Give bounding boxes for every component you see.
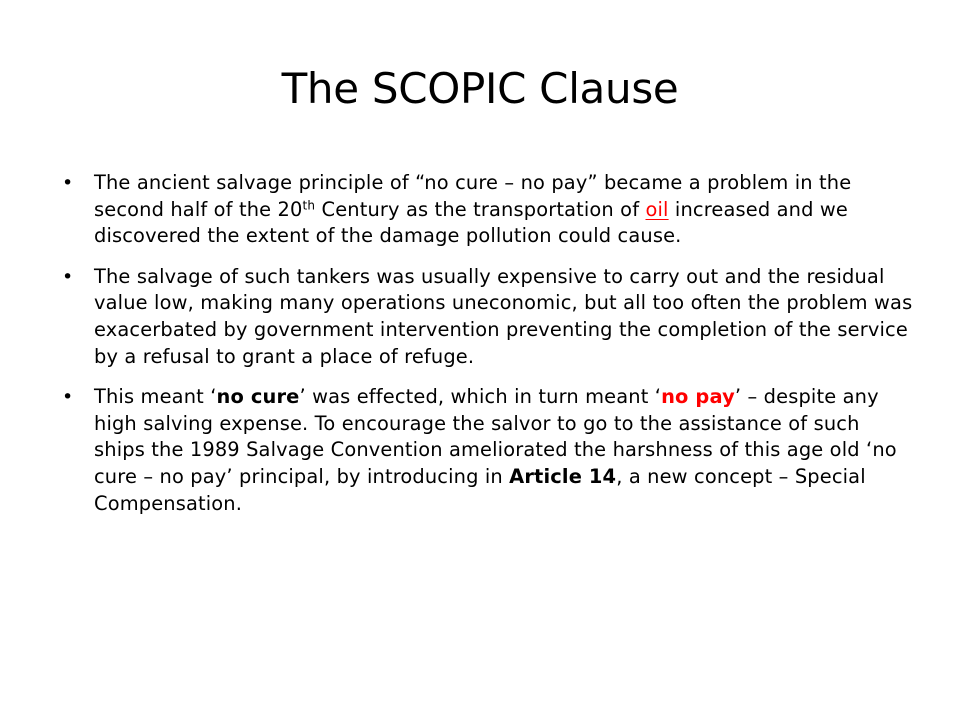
bullet-3-text-part-3: ’ – despite any high salving expense. To encourage the salvor to go to the assistance of such ships the 1989 Salvage Convention ameliorated the harshness of this age old ‘no cure – no pay’ principal, by introducing in [94, 385, 897, 488]
bullet-item-1 [56, 170, 916, 250]
article-14-emphasis: Article 14 [509, 464, 617, 488]
bullet-icon: • [62, 386, 74, 409]
bullet-3-text-part-1: This meant ‘ [94, 385, 217, 409]
bullet-1-text-part-2: Century as the transportation of [315, 197, 646, 221]
bullet-list [56, 170, 916, 531]
bullet-3-text-part-2: ’ was effected, which in turn meant ‘ [299, 385, 662, 409]
no-cure-emphasis: no cure [216, 385, 300, 409]
oil-link[interactable]: oil [645, 197, 669, 221]
bullet-1-text-part-3: increased and we discovered the extent of the damage pollution could cause. [94, 197, 848, 248]
slide-title: The SCOPIC Clause [281, 64, 679, 113]
bullet-icon: • [62, 265, 74, 288]
bullet-1-text-part-1: The ancient salvage principle of “no cure – no pay” became a problem in the second half of the 20 [94, 171, 852, 221]
bullet-item-3 [56, 384, 916, 517]
bullet-3-text-part-4: , a new concept – Special Compensation. [94, 464, 866, 515]
bullet-item-2 [56, 264, 916, 370]
bullet-icon: • [62, 172, 74, 194]
bullet-2-text: The salvage of such tankers was usually expensive to carry out and the residual value low, making many operations uneconomic, but all too often the problem was exacerbated by government intervention preventing the completion of the service by a refusal to grant a place of refuge. [94, 264, 913, 368]
superscript-th: th [302, 197, 316, 212]
no-pay-emphasis: no pay [661, 385, 735, 409]
